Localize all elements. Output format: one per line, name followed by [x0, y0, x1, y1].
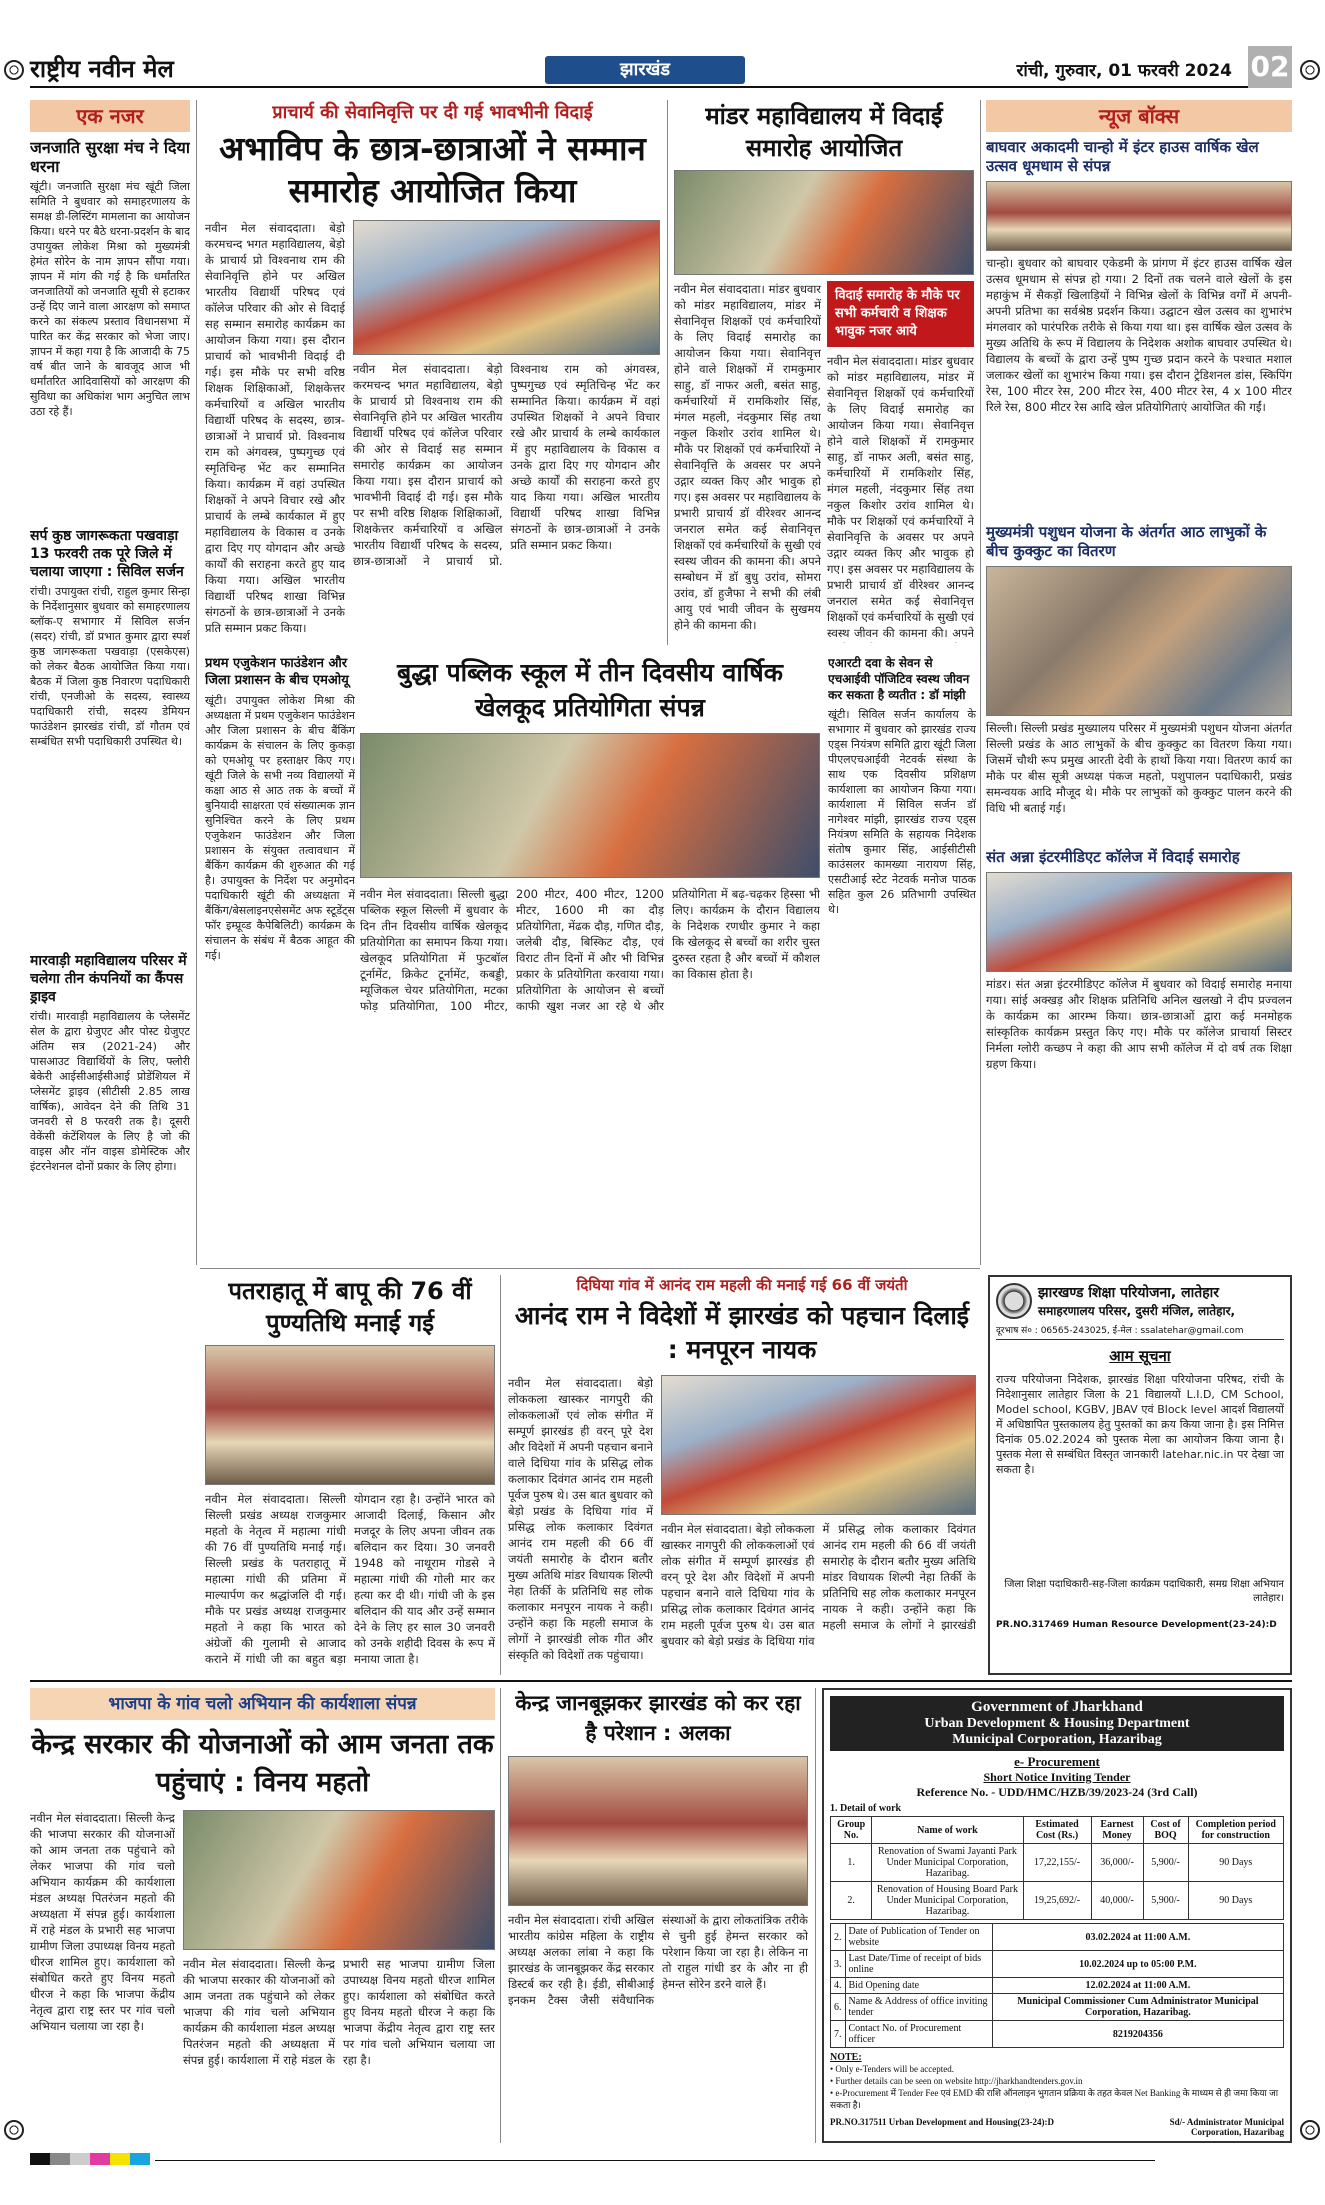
- table-cell: 4.: [831, 1978, 846, 1994]
- pratham-title: प्रथम एजुकेशन फाउंडेशन और जिला प्रशासन के बीच एमओयू: [205, 656, 349, 688]
- table-row: [831, 1882, 1284, 1920]
- column-divider: [500, 1688, 501, 2143]
- lead-headline: अभाविप के छात्र-छात्राओं ने सम्मान समारोह आयोजित किया: [219, 129, 646, 210]
- news-title: संत अन्ना इंटरमीडिएट कॉलेज में विदाई समारोह: [986, 848, 1240, 866]
- tender-signatory: Sd/- Administrator Municipal Corporation, Hazaribag: [1169, 2117, 1284, 2137]
- brief-body: खूंटी। जनजाति सुरक्षा मंच खूंटी जिला समिति ने बुधवार को समाहरणालय के समक्ष डी-लिस्टिंग मामलाना का आयोजन किया। धरने पर बैठे धरना-प्रदर्शन के बाद उपायुक्त लोकेश मिश्रा को मुख्यमंत्री हेमंत सोरेन के नाम ज्ञापन सौंपा गया। ज्ञापन में मांग की गई है कि धर्मांतरित जनजातियों को जनजाति सूची से हटाकर उन्हें दिए जाने वाला आरक्षण को समाप्त करने का संकल्प प्रस्ताव विधानसभा में पारित कर केंद्र सरकार को भेजा जाए। ज्ञापन में कहा गया है कि आजादी के 75 वर्ष बीत जाने के बावजूद आज भी धर्मांतरित आदिवासियों को आरक्षण की सुविधा का अधिकांश भाग अनुचित लाभ उठा रहे हैं।: [30, 180, 190, 418]
- patrahatu-headline: पतराहातू में बापू की 76 वीं पुण्यतिथि मनाई गई: [228, 1277, 472, 1337]
- column-divider: [815, 1688, 816, 2143]
- patrahatu-photo: [205, 1345, 495, 1485]
- mandar-body-cont: नवीन मेल संवाददाता। मांडर बुधवार को मांडर महाविद्यालय, मांडर में सेवानिवृत्त शिक्षकों एवं कर्मचारियों के लिए विदाई समारोह का आयोजन किया गया। सेवानिवृत्त होने वाले शिक्षकों में रामकुमार साहु, डॉ नाफर अली, बसंत साहु, कर्मचारियों में रामकिशोर सिंह, मंगल महली, नंदकुमार सिंह तथा नकुल किशोर उरांव शामिल थे। मौके पर शिक्षकों एवं कर्मचारियों ने सेवानिवृत्ति के अवसर पर अपने उद्गार व्यक्त किए और भावुक हो गए। इस अवसर पर महाविद्यालय के प्रभारी प्राचार्य डॉ वीरेश्वर आनन्द जनराल समेत कई सेवानिवृत्त शिक्षकों एवं कर्मचारियों के सुखी एवं स्वस्थ जीवन की कामना की। अपने: [827, 354, 974, 640]
- registration-mark: [4, 2120, 24, 2140]
- alka-body: नवीन मेल संवाददाता। रांची अखिल भारतीय कांग्रेस महिला के राष्ट्रीय अध्यक्ष अलका लांबा ने कहा कि झारखंड के जानबूझकर केंद्र सरकार डिस्टर्ब कर रही है। ईडी, सीबीआई इनकम टैक्स जैसी संवैधानिक संस्थाओं के द्वारा लोकतांत्रिक तरीके से चुनी हुई हेमन्त सरकार को परेशान किया जा रहा है। लेकिन ना तो राहुल गांधी डर के और ना ही हेमन्त सोरेन डरने वाले हैं।: [508, 1913, 808, 2007]
- tender-col-header: Group No.: [831, 1817, 872, 1844]
- table-row: [831, 1994, 1284, 2021]
- alka-photo: [508, 1756, 808, 1906]
- table-row: [831, 1978, 1284, 1994]
- brief-title: जनजाति सुरक्षा मंच ने दिया धरना: [30, 138, 190, 176]
- table-cell: 2.: [831, 1882, 872, 1920]
- table-cell: 5,900/-: [1143, 1882, 1188, 1920]
- lead-kicker: प्राचार्य की सेवानिवृत्ति पर दी गई भावभीनी विदाई: [272, 102, 593, 123]
- alka-headline: केन्द्र जानबूझकर झारखंड को कर रहा है परेशान : अलका: [515, 1691, 801, 1745]
- news-photo: [986, 181, 1292, 251]
- table-cell: Renovation of Housing Board Park Under Municipal Corporation, Hazaribag.: [872, 1882, 1023, 1920]
- emblem-icon: [996, 1283, 1032, 1319]
- anand-body-cont: नवीन मेल संवाददाता। बेड़ो लोककला खास्कर नागपुरी की लोककलाओं एवं लोक संगीत में सम्पूर्ण झारखंड ही वरन् पूरे देश और विदेशों में अपनी पहचान बनाने वाले दिधिया गांव के प्रसिद्ध लोक कलाकार दिवंगत आनंद राम महली पूर्वज पुरुष थे। उस बात बुधवार को बेड़ो प्रखंड के दिधिया गांव में प्रसिद्ध लोक कलाकार दिवंगत आनंद राम महली की 66 वीं जयंती समारोह के दौरान बतौर मुख्य अतिथि मांडर विधायक शिल्पी नेहा तिर्की के प्रतिनिधि सह लोक कलाकार मनपूरन नायक ने कही। उन्होंने कहा कि महली समाज के लोगों ने झारखंडी: [661, 1522, 976, 1648]
- tender-type: e- Procurement: [1014, 1754, 1100, 1769]
- section-label: झारखंड: [545, 56, 745, 84]
- news-body: मांडर। संत अन्ना इंटरमीडिएट कॉलेज में बुधवार को विदाई समारोह मनाया गया। सांई अक्खड़ और शिक्षक प्रतिनिधि अनिल खलखो ने दीप प्रज्वलन के कार्यक्रम का आरम्भ किया। छात्र-छात्राओं द्वारा कई मनमोहक सांस्कृतिक कार्यक्रम प्रस्तुत किए गए। मौके पर कॉलेज प्राचार्या सिस्टर निर्मला ग्लोरी कच्छप ने कहा की आप सभी कॉलेज में दो वर्ष तक शिक्षा ग्रहण किया।: [986, 977, 1292, 1071]
- art-story: [828, 655, 976, 1265]
- table-cell: 5,900/-: [1143, 1844, 1188, 1882]
- tender-col-header: Cost of BOQ: [1143, 1817, 1188, 1844]
- table-cell: 10.02.2024 up to 05:00 P.M.: [992, 1951, 1283, 1978]
- table-cell: 3.: [831, 1951, 846, 1978]
- tender-col-header: Estimated Cost (Rs.): [1023, 1817, 1091, 1844]
- tender-gov: Government of Jharkhand: [971, 1699, 1143, 1715]
- news-box: [986, 100, 1292, 1265]
- table-cell: Contact No. of Procurement officer: [845, 2021, 992, 2048]
- tender-note: • Only e-Tenders will be accepted.: [830, 2064, 954, 2074]
- tender-dept: Urban Development & Housing Department: [924, 1716, 1190, 1731]
- column-header: एक नजर: [30, 100, 190, 132]
- buddha-photo: [360, 733, 820, 878]
- notice-pr-number: PR.NO.317469 Human Resource Development(23-24):D: [996, 1620, 1277, 1630]
- table-cell: Date of Publication of Tender on website: [845, 1924, 992, 1951]
- row-divider: [30, 1680, 1292, 1682]
- anand-story: [508, 1275, 976, 1675]
- news-title: बाघवार अकादमी चान्हो में इंटर हाउस वार्षिक खेल उत्सव धूमधाम से संपन्न: [986, 138, 1259, 175]
- newspaper-brand: राष्ट्रीय नवीन मेल: [30, 54, 174, 83]
- news-body: सिल्ली। सिल्ली प्रखंड मुख्यालय परिसर में मुख्यमंत्री पशुधन योजना अंतर्गत सिल्ली प्रखंड के आठ लाभुकों के बीच कुक्कुट का वितरण किया गया। जिसमें चौथी रूप प्रमुख आरती देवी के हाथों किया गया। वितरण कार्य का मौके पर बीस सूत्री अध्यक्ष पंकज महतो, पशुपालन पदाधिकारी, प्रखंड समन्वयक आदि मौजूद थे। मौके पर लाभुकों को कुक्कुट पालन करने की विधि भी बताई गई।: [986, 721, 1292, 815]
- news-photo: [986, 566, 1292, 716]
- tender-detail-label: 1. Detail of work: [830, 1803, 902, 1814]
- table-cell: 03.02.2024 at 11:00 A.M.: [992, 1924, 1283, 1951]
- table-row: [831, 1924, 1284, 1951]
- bjp-kicker: भाजपा के गांव चलो अभियान की कार्यशाला संपन्न: [30, 1688, 495, 1720]
- table-cell: 8219204356: [992, 2021, 1283, 2048]
- registration-mark: [4, 60, 24, 80]
- column-header: न्यूज बॉक्स: [986, 100, 1292, 132]
- table-cell: 6.: [831, 1994, 846, 2021]
- tender-reference: Reference No. - UDD/HMC/HZB/39/2023-24 (3rd Call): [916, 1785, 1198, 1799]
- bjp-headline: केन्द्र सरकार की योजनाओं को आम जनता तक पहुंचाएं : विनय महतो: [31, 1729, 494, 1798]
- mandar-body: नवीन मेल संवाददाता। मांडर बुधवार को मांडर महाविद्यालय, मांडर में सेवानिवृत्त शिक्षकों एवं कर्मचारियों के लिए विदाई समारोह का आयोजन किया गया। सेवानिवृत्त होने वाले शिक्षकों में रामकुमार साहु, डॉ नाफर अली, बसंत साहु, कर्मचारियों में रामकिशोर सिंह, मंगल महली, नंदकुमार सिंह तथा नकुल किशोर उरांव शामिल थे। मौके पर शिक्षकों एवं कर्मचारियों ने सेवानिवृत्ति के अवसर पर अपने उद्गार व्यक्त किए और भावुक हो गए। इस अवसर पर महाविद्यालय के प्रभारी प्राचार्य डॉ वीरेश्वर आनन्द जनराल समेत कई सेवानिवृत्त शिक्षकों एवं कर्मचारियों के सुखी एवं स्वस्थ जीवन की कामना की। अपने सम्बोधन में डॉ बुधु उरांव, सोमरा उरांव, डॉ हुजैफा ने सभी की लंबी आयु एवं भावी जीवन के सुखमय होने की कामना की।: [674, 282, 821, 632]
- tender-table: [830, 1816, 1284, 1920]
- table-cell: 12.02.2024 at 11:00 A.M.: [992, 1978, 1283, 1994]
- mandar-story: [674, 100, 974, 645]
- table-cell: 2.: [831, 1924, 846, 1951]
- column-divider: [196, 100, 197, 1265]
- notice-address: समाहरणालय परिसर, दुसरी मंजिल, लातेहार,: [1038, 1304, 1236, 1318]
- table-cell: Municipal Commissioner Cum Administrator Municipal Corporation, Hazaribag.: [992, 1994, 1283, 2021]
- registration-mark: [1300, 2120, 1320, 2140]
- tender-notes: [830, 2063, 1284, 2111]
- table-cell: 90 Days: [1188, 1844, 1283, 1882]
- notice-phone: दूरभाष सं० : 06565-243025, ई-मेल : ssalatehar@gmail.com: [996, 1323, 1284, 1340]
- masthead: [30, 50, 1292, 88]
- table-cell: 40,000/-: [1091, 1882, 1143, 1920]
- table-cell: 19,25,692/-: [1023, 1882, 1091, 1920]
- buddha-headline: बुद्धा पब्लिक स्कूल में तीन दिवसीय वार्षिक खेलकूद प्रतियोगिता संपन्न: [397, 658, 783, 722]
- lead-story: [205, 100, 660, 645]
- patrahatu-body: नवीन मेल संवाददाता। सिल्ली सिल्ली प्रखंड अध्यक्ष राजकुमार महतो के नेतृत्व में महात्मा गांधी की 76 वीं पुण्यतिथि मनाई गई। सिल्ली प्रखंड के पतराहातू में महात्मा गांधी की प्रतिमा में माल्यार्पण कर श्रद्धांजलि दी गई। मौके पर प्रखंड अध्यक्ष राजकुमार महतो ने कहा कि भारत को अंग्रेजों की गुलामी से आजाद कराने में गांधी जी का बहुत बड़ा योगदान रहा है। उन्होंने भारत को आजादी दिलाई, किसान और मजदूर के लिए अपना जीवन तक बलिदान कर दिया। 30 जनवरी 1948 को नाथूराम गोडसे ने महात्मा गांधी की गोली मार कर हत्या कर दी थी। गांधी जी के इस बलिदान की याद और उन्हें सम्मान देने के लिए हर साल 30 जनवरी को उनके शहीदी दिवस के रूप में मनाया जाता है।: [205, 1492, 495, 1666]
- buddha-body: नवीन मेल संवाददाता। सिल्ली बुद्धा पब्लिक स्कूल सिल्ली में बुधवार के दिन तीन दिवसीय वार्षिक खेलकूद प्रतियोगिता का समापन किया गया। खेलकूद प्रतियोगिता में फुटबॉल टूर्नामेंट, क्रिकेट टूर्नामेंट, कबड्डी, म्यूजिकल चेयर प्रतियोगिता, मटका फोड़ प्रतियोगिता, 100 मीटर, 200 मीटर, 400 मीटर, 1200 मीटर, 1600 मी का दौड़ प्रतियोगिता, मेंढक दौड़, गणित दौड़, जलेबी दौड़, बिस्किट दौड़, एवं विराट तीन दिनों में और भी विभिन्न प्रकार के प्रतियोगिता करवाया गया। प्रतियोगिता के आयोजन से बच्चों काफी खुश नजर आ रहे थे और प्रतियोगिता में बढ़-चढ़कर हिस्सा भी लिए। कार्यक्रम के दौरान विद्यालय के निदेशक रणधीर कुमार ने कहा कि खेलकूद से बच्चों का शरीर चुस्त दुरुस्त रहता है और बच्चों में कौशल का विकास होता है।: [360, 887, 820, 1013]
- anand-body: नवीन मेल संवाददाता। बेड़ो लोककला खास्कर नागपुरी की लोककलाओं एवं लोक संगीत में सम्पूर्ण झारखंड ही वरन् पूरे देश और विदेशों में अपनी पहचान बनाने वाले दिधिया गांव के प्रसिद्ध लोक कलाकार दिवंगत आनंद राम महली पूर्वज पुरुष थे। उस बात बुधवार को बेड़ो प्रखंड के दिधिया गांव में प्रसिद्ध लोक कलाकार दिवंगत आनंद राम महली की 66 वीं जयंती समारोह के दौरान बतौर मुख्य अतिथि मांडर विधायक शिल्पी नेहा तिर्की के प्रतिनिधि सह लोक कलाकार मनपूरन नायक ने कही। उन्होंने कहा कि महली समाज के लोगों ने झारखंडी लोक गीत और संस्कृति को विदेशों तक पहुंचाया।: [508, 1376, 653, 1662]
- table-cell: 36,000/-: [1091, 1844, 1143, 1882]
- art-title: एआरटी दवा के सेवन से एचआईवी पॉजिटिव स्वस्थ जीवन कर सकता है व्यतीत : डॉ मांझी: [828, 656, 970, 702]
- table-row: [831, 1951, 1284, 1978]
- lead-photo: [353, 220, 660, 355]
- table-row: [831, 1844, 1284, 1882]
- brief-body: रांची। मारवाड़ी महाविद्यालय के प्लेसमेंट सेल के द्वारा ग्रेजुएट और पोस्ट ग्रेजुएट अंतिम सत्र (2021-24) और पासआउट विद्यार्थियों के लिए, फ्लोरी बेकेरी आईसीआईसीआई प्रोडेंशियल में प्लेसमेंट ड्राइव (सीटीसी 2.85 लाख वार्षिक), आवेदन देने की तिथि 31 जनवरी से 8 फरवरी तक है। दूसरी वेकेंसी कंटेंशियल के लिए है जो की वाइस और नॉन वाइस डोमेस्टिक और इंटरनेशनल दोनों प्रकार के लिए होगा।: [30, 1010, 190, 1173]
- table-cell: 90 Days: [1188, 1882, 1283, 1920]
- notice-signature: जिला शिक्षा पदाधिकारी-सह-जिला कार्यक्रम पदाधिकारी, समग्र शिक्षा अभियान लातेहार।: [1004, 1579, 1284, 1604]
- mandar-photo: [674, 170, 974, 275]
- tender-col-header: Earnest Money: [1091, 1817, 1143, 1844]
- dateline: रांची, गुरुवार, 01 फरवरी 2024: [1016, 61, 1232, 81]
- table-row: [831, 2021, 1284, 2048]
- brief-title: मारवाड़ी महाविद्यालय परिसर में चलेगा तीन कंपनियों का कैंपस ड्राइव: [30, 953, 187, 1005]
- table-cell: 1.: [831, 1844, 872, 1882]
- tender-schedule: [830, 1923, 1284, 2048]
- tender-col-header: Name of work: [872, 1817, 1023, 1844]
- tender-note-title: NOTE:: [830, 2052, 862, 2063]
- table-cell: Last Date/Time of receipt of bids online: [845, 1951, 992, 1978]
- tender-corp: Municipal Corporation, Hazaribag: [952, 1732, 1162, 1747]
- notice-body: राज्य परियोजना निदेशक, झारखंड शिक्षा परियोजना परिषद, रांची के निदेशानुसार लातेहार जिला के 21 विद्यालयों L.I.D, CM School, Model school, KGBV, JBAV एवं Block level आदर्श विद्यालयों में अधिष्ठापित पुस्तकालय हेतु पुस्तकों का क्रय किया जाना है। इस निमित्त दिनांक 05.02.2024 को पुस्तक मेला का आयोजन किया जाना है। पुस्तक मेला से सम्बंधित विस्तृत जानकारी latehar.nic.in पर देखा जा सकता है।: [996, 1373, 1284, 1476]
- column-divider: [980, 100, 981, 1265]
- news-photo: [986, 872, 1292, 972]
- lead-body-cont: नवीन मेल संवाददाता। बेड़ो करमचन्द भगत महाविद्यालय, बेड़ो के प्राचार्य प्रो विश्वनाथ राम की सेवानिवृत्ति होने पर अखिल भारतीय विद्यार्थी परिषद एवं कॉलेज परिवार की ओर से विदाई सह सम्मान समारोह कार्यक्रम का आयोजन किया गया। इस दौरान प्राचार्य को भावभीनी विदाई दी गई। इस मौके पर सभी वरिष्ठ शिक्षक शिक्षिकाओं, शिक्षकेत्तर कर्मचारियों व अखिल भारतीय विद्यार्थी परिषद के सदस्य, छात्र-छात्राओं ने प्राचार्य प्रो. विश्वनाथ राम को अंगवस्त्र, पुष्पगुच्छ एवं स्मृतिचिन्ह भेंट कर सम्मानित किया। कार्यक्रम में वहां उपस्थित शिक्षकों ने अपने विचार रखे और प्राचार्य के लम्बे कार्यकाल में हुए महाविद्यालय के विकास व उनके द्वारा दिए गए योगदान और अच्छे कार्यों की सराहना करते हुए याद किया गया। अखिल भारतीय विद्यार्थी परिषद शाखा विभिन्न संगठनों के छात्र-छात्राओं ने उनके प्रति सम्मान प्रकट किया।: [353, 362, 660, 568]
- tender-notice-title: Short Notice Inviting Tender: [983, 1770, 1131, 1784]
- table-cell: Bid Opening date: [845, 1978, 992, 1994]
- buddha-story: [360, 655, 820, 1265]
- row-divider: [200, 1268, 980, 1269]
- brief-body: रांची। उपायुक्त रांची, राहुल कुमार सिन्हा के निर्देशानुसार बुधवार को समाहरणालय ब्लॉक-ए सभागार में सिविल सर्जन (सदर) रांची, डॉ प्रभात कुमार द्वारा स्पर्श कुष्ठ जागरूकता पखवाड़ा (एसकेएस) को लेकर बैठक आयोजित किया गया। बैठक में जिला कुष्ठ निवारण पदाधिकारी रांची, एनजीओ के सदस्य, स्वास्थ्य पदाधिकारी रांची, सदस्य डेमियन फाउंडेशन झारखंड रांची, डॉ गौतम एवं सम्बंधित सभी पदाधिकारी उपस्थित थे।: [30, 585, 190, 748]
- table-cell: 17,22,155/-: [1023, 1844, 1091, 1882]
- color-registration-bar: [30, 2150, 1292, 2164]
- bjp-body-cont: नवीन मेल संवाददाता। सिल्ली केन्द्र की भाजपा सरकार की योजनाओं को आम जनता तक पहुंचाने को लेकर भाजपा की गांव चलो अभियान कार्यक्रम की कार्यशाला मंडल अध्यक्ष पितरंजन महतो की अध्यक्षता में संपन्न हुई। कार्यशाला में राहे मंडल के प्रभारी सह भाजपा ग्रामीण जिला उपाध्यक्ष विनय महतो धीरज शामिल हुए। कार्यशाला को संबोधित करते हुए विनय महतो धीरज ने कहा कि भाजपा केंद्रीय नेतृत्व द्वारा राष्ट्र स्तर पर गांव चलो अभियान चलाया जा रहा है।: [183, 1957, 495, 2067]
- registration-mark: [1300, 60, 1320, 80]
- column-divider: [667, 100, 668, 645]
- patrahatu-story: [205, 1275, 495, 1675]
- lead-body: नवीन मेल संवाददाता। बेड़ो करमचन्द भगत महाविद्यालय, बेड़ो के प्राचार्य प्रो विश्वनाथ राम की सेवानिवृत्ति होने पर अखिल भारतीय विद्यार्थी परिषद एवं कॉलेज परिवार की ओर से विदाई सह सम्मान समारोह कार्यक्रम का आयोजन किया गया। इस दौरान प्राचार्य को भावभीनी विदाई दी गई। इस मौके पर सभी वरिष्ठ शिक्षक शिक्षिकाओं, शिक्षकेत्तर कर्मचारियों व अखिल भारतीय विद्यार्थी परिषद के सदस्य, छात्र-छात्राओं ने प्राचार्य प्रो. विश्वनाथ राम को अंगवस्त्र, पुष्पगुच्छ एवं स्मृतिचिन्ह भेंट कर सम्मानित किया। कार्यक्रम में वहां उपस्थित शिक्षकों ने अपने विचार रखे और प्राचार्य के लम्बे कार्यकाल में हुए महाविद्यालय के विकास व उनके द्वारा दिए गए योगदान और अच्छे कार्यों की सराहना करते हुए याद किया गया। अखिल भारतीय विद्यार्थी परिषद शाखा विभिन्न संगठनों के छात्र-छात्राओं ने उनके प्रति सम्मान प्रकट किया।: [205, 221, 345, 635]
- latehar-notice: [988, 1275, 1292, 1675]
- table-cell: Name & Address of office inviting tender: [845, 1994, 992, 2021]
- tender-notice: [822, 1688, 1292, 2143]
- art-body: खूंटी। सिविल सर्जन कार्यालय के सभागार में बुधवार को झारखंड राज्य एड्स नियंत्रण समिति द्वारा खूंटी जिला पीएलएचआईवी नेटवर्क संस्था के साथ एक दिवसीय प्रशिक्षण कार्यशाला का आयोजन किया गया। कार्यशाला में सिविल सर्जन डॉ नागेश्वर मांझी, झारखंड राज्य एड्स नियंत्रण समिति के सहायक निदेशक संतोष कुमार सिंह, आईसीटीसी काउंसलर कामख्या नारायण सिंह, एसटीआई स्टेट नेटवर्क मनोज पाठक सहित कुल 26 प्रतिभागी उपस्थित थे।: [828, 708, 976, 916]
- table-cell: Renovation of Swami Jayanti Park Under Municipal Corporation, Hazaribag.: [872, 1844, 1023, 1882]
- brief-title: सर्प कुष्ठ जागरूकता पखवाड़ा 13 फरवरी तक पूरे जिले में चलाया जाएगा : सिविल सर्जन: [30, 528, 184, 580]
- anand-photo: [661, 1375, 976, 1515]
- mandar-callout: विदाई समारोह के मौके पर सभी कर्मचारी व शिक्षक भावुक नजर आये: [827, 281, 974, 347]
- pratham-body: खूंटी। उपायुक्त लोकेश मिश्रा की अध्यक्षता में प्रथम एजुकेशन फाउंडेशन और जिला प्रशासन के बीच बैंकिंग कार्यक्रम के संचालन के लिए कुकड़ा को एमओयू पर हस्ताक्षर किए गए। खूंटी जिले के सभी नव्य विद्यालयों में कक्षा आठ से आठ तक के बच्चों में बुनियादी साक्षरता एवं संख्यात्मक ज्ञान सुनिश्चित करने के लिए प्रथम एजुकेशन फाउंडेशन और जिला प्रशासन के संयुक्त तत्वावधान में बैंकिंग कार्यक्रम की शुरुआत की गई है। उपायुक्त के निर्देश पर अनुमोदन पदाधिकारी खूंटी की अध्यक्षता में बैंकिंग/बेसलाइनएसेसमेंट अफ स्टूडेंट्स फॉर इम्प्रूव्ड कैपेबिलिटी) कार्यक्रम के संचालन के संबंध में बैठक आहूत की गई।: [205, 694, 355, 962]
- anand-kicker: दिघिया गांव में आनंद राम महली की मनाई गई 66 वीं जयंती: [576, 1276, 908, 1294]
- notice-title: आम सूचना: [1109, 1347, 1171, 1365]
- pratham-story: [205, 655, 355, 1265]
- tender-note: • e-Procurement में Tender Fee एवं EMD की राशि ऑनलाइन भुगतान प्रक्रिया के तहत केवल Net Banking के माध्यम से ही जमा किया जा सकता है।: [830, 2088, 1279, 2110]
- tender-pr-number: PR.NO.317511 Urban Development and Housing(23-24):D: [830, 2117, 1055, 2127]
- notice-org: झारखण्ड शिक्षा परियोजना, लातेहार: [1038, 1285, 1219, 1301]
- left-column: [30, 100, 190, 1265]
- news-title: मुख्यमंत्री पशुधन योजना के अंतर्गत आठ लाभुकों के बीच कुक्कुट का वितरण: [986, 523, 1267, 560]
- tender-note: • Further details can be seen on website http://jharkhandtenders.gov.in: [830, 2076, 1083, 2086]
- column-divider: [500, 1275, 501, 1675]
- bjp-body: नवीन मेल संवाददाता। सिल्ली केन्द्र की भाजपा सरकार की योजनाओं को आम जनता तक पहुंचाने को लेकर भाजपा की गांव चलो अभियान कार्यक्रम की कार्यशाला मंडल अध्यक्ष पितरंजन महतो की अध्यक्षता में संपन्न हुई। कार्यशाला में राहे मंडल के प्रभारी सह भाजपा ग्रामीण जिला उपाध्यक्ष विनय महतो धीरज शामिल हुए। कार्यशाला को संबोधित करते हुए विनय महतो धीरज ने कहा कि भाजपा केंद्रीय नेतृत्व द्वारा राष्ट्र स्तर पर गांव चलो अभियान चलाया जा रहा है।: [30, 1811, 175, 2033]
- anand-headline: आनंद राम ने विदेशों में झारखंड को पहचान दिलाई : मनपूरन नायक: [514, 1301, 970, 1364]
- alka-story: [508, 1688, 808, 2143]
- mandar-headline: मांडर महाविद्यालय में विदाई समारोह आयोजित: [705, 102, 943, 162]
- news-body: चान्हो। बुधवार को बाघवार एकेडमी के प्रांगण में इंटर हाउस वार्षिक खेल उत्सव धूमधाम से संपन्न हो गया। 2 दिनों तक चलने वाले खेलों के इस महाकुंभ में सैकड़ों खिलाड़ियों ने विभिन्न खेलों के विभिन्न वर्गों में अपनी-अपनी प्रतिभा का सर्वश्रेष्ठ प्रदर्शन किया। उद्घाटन खेल उत्सव का शुभारंभ मंगलवार को पारंपरिक तरीके से किया गया था। इस वार्षिक खेल उत्सव के मुख्य अतिथि के रूप में विद्यालय के निदेशक अशोक बाघवार उपस्थित थे। विद्यालय के बच्चों के द्वारा उन्हें पुष्प गुच्छ प्रदान करने के पश्चात मशाल जलाकर खेलों का शुभारंभ किया गया। इस दौरान ट्रेडिशनल डांस, स्किपिंग रेस, 100 मीटर रेस, 200 मीटर रेस, 400 मीटर रेस, 4 x 100 मीटर रिले रेस, 800 मीटर रेस आदि खेल प्रतियोगिताएं आयोजित की गईं।: [986, 256, 1292, 414]
- tender-col-header: Completion period for construction: [1188, 1817, 1283, 1844]
- bjp-photo: [183, 1810, 495, 1950]
- table-cell: 7.: [831, 2021, 846, 2048]
- page-number: 02: [1248, 46, 1292, 88]
- bjp-story: [30, 1688, 495, 2143]
